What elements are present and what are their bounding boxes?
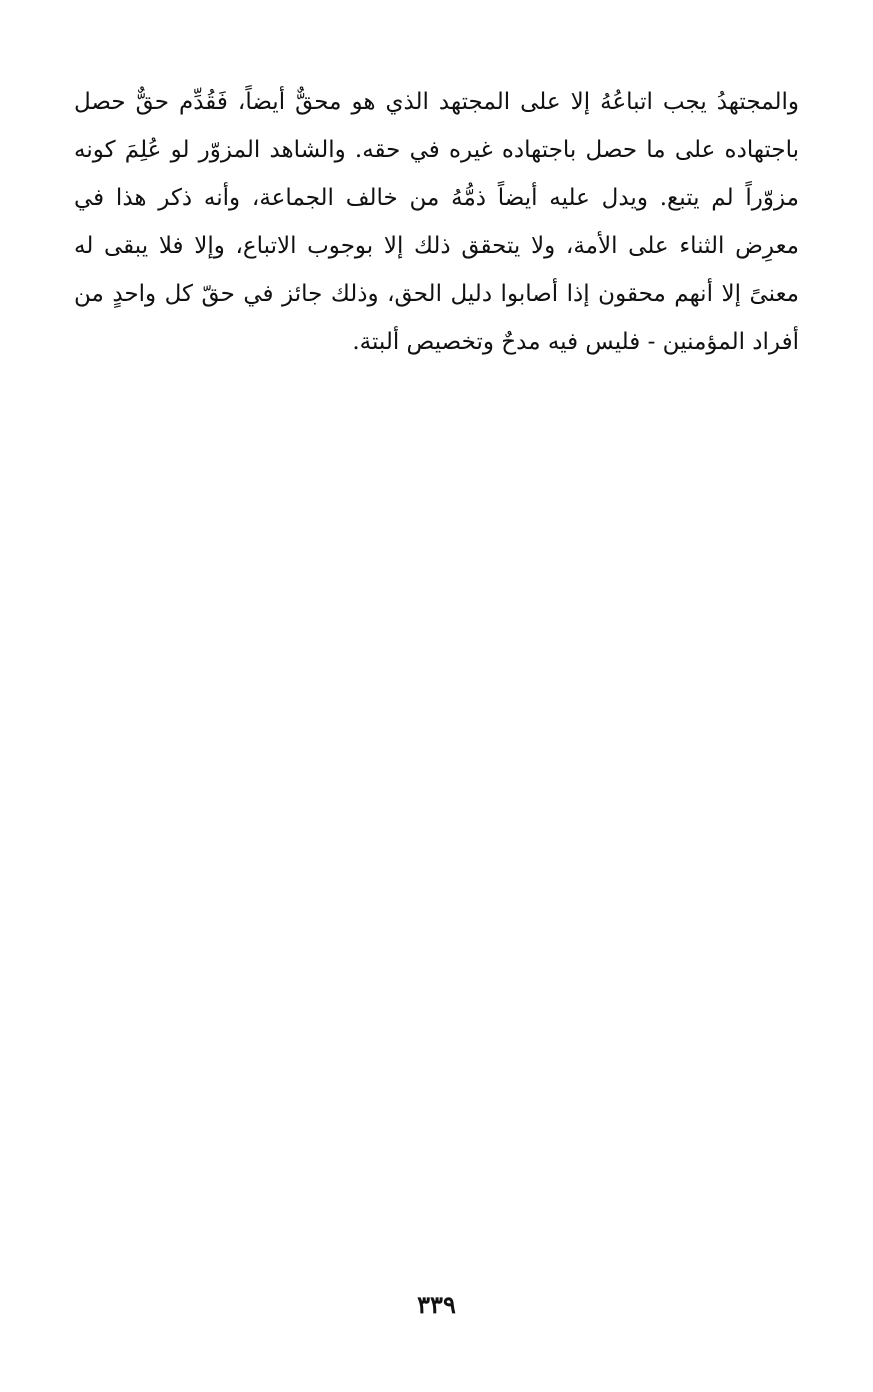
page-number: ٣٣٩ — [417, 1290, 456, 1319]
body-text — [74, 78, 799, 366]
text-line-5: معنىً إلا أنهم محقون إذا أصابوا دليل الحق، وذلك جائز في حقّ كل واحدٍ من — [74, 281, 799, 307]
text-line-4: معرِض الثناء على الأمة، ولا يتحقق ذلك إلا بوجوب الاتباع، وإلا فلا يبقى له — [74, 233, 800, 259]
text-line-1: والمجتهدُ يجب اتباعُهُ إلا على المجتهد الذي هو محقٌّ أيضاً، فَقُدِّم حقٌّ حصل — [74, 89, 799, 115]
text-line-3: مزوّراً لم يتبع. ويدل عليه أيضاً ذمُّهُ من خالف الجماعة، وأنه ذكر هذا في — [74, 185, 799, 211]
text-line-6: أفراد المؤمنين - فليس فيه مدحٌ وتخصيص ألبتة. — [352, 329, 799, 355]
text-line-2: باجتهاده على ما حصل باجتهاده غيره في حقه. والشاهد المزوّر لو عُلِمَ كونه — [74, 137, 799, 163]
